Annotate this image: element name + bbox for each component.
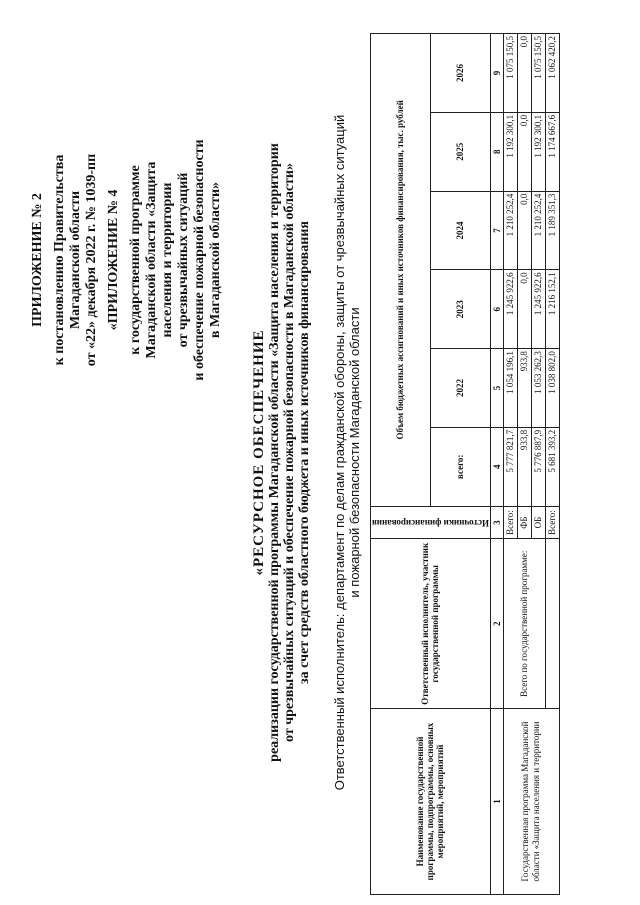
col-number-6: 6 bbox=[490, 270, 503, 349]
value-cell: 0,0 bbox=[517, 191, 531, 270]
value-cell: 1 075 150,5 bbox=[503, 34, 517, 113]
program-name-cell: Государственная программа Магаданской области «Защита населения и территории bbox=[503, 709, 559, 895]
value-cell: 933,8 bbox=[517, 349, 531, 428]
title-line-4: за счет средств областного бюджета и иных источников финансирования bbox=[297, 221, 312, 684]
title-line-2: реализации государственной программы Магаданской области «Защита населения и территории bbox=[267, 143, 282, 762]
source-cell: Всего: bbox=[503, 506, 517, 539]
value-cell: 0,0 bbox=[517, 34, 531, 113]
value-cell: 1 189 351,3 bbox=[545, 191, 559, 270]
value-cell: 1 174 667,6 bbox=[545, 112, 559, 191]
col-number-7: 7 bbox=[490, 191, 503, 270]
value-cell: 1 245 922,6 bbox=[503, 270, 517, 349]
responsible-executor bbox=[332, 0, 362, 905]
value-cell: 1 192 300,1 bbox=[531, 112, 545, 191]
header-executor: Ответственный исполнитель, участник государственной программы bbox=[371, 539, 491, 709]
value-cell: 1 192 300,1 bbox=[503, 112, 517, 191]
title-line-3: от чрезвычайных ситуаций и обеспечение пожарной безопасности в Магаданской области» bbox=[282, 163, 297, 742]
appendix-line-3: от «22» декабря 2022 г. № 1039-пп bbox=[84, 153, 99, 367]
appendix-number: ПРИЛОЖЕНИЕ № 2 bbox=[30, 193, 45, 327]
executor-line-2: и пожарной безопасности Магаданской области bbox=[347, 307, 362, 598]
value-cell: 1 245 922,6 bbox=[531, 270, 545, 349]
col-number-2: 2 bbox=[490, 539, 503, 709]
resource-table bbox=[370, 33, 560, 895]
source-cell: ОБ bbox=[531, 506, 545, 539]
executor-line-1: Ответственный исполнитель: департамент по делам гражданской обороны, защиты от чрезвычайных ситуаций bbox=[332, 114, 347, 791]
value-cell: 1 038 802,0 bbox=[545, 349, 559, 428]
value-cell: 1 054 196,1 bbox=[503, 349, 517, 428]
value-cell: 1 216 152,1 bbox=[545, 270, 559, 349]
value-cell: 1 075 150,5 bbox=[531, 34, 545, 113]
inner-appendix-line-1: к государственной программе bbox=[128, 165, 143, 355]
header-year-2023: 2023 bbox=[430, 270, 490, 349]
total-label-cell: Всего по государственной программе: bbox=[503, 539, 545, 709]
inner-appendix-number: «ПРИЛОЖЕНИЕ № 4 bbox=[106, 189, 121, 331]
value-cell: 1 062 420,2 bbox=[545, 34, 559, 113]
col-number-8: 8 bbox=[490, 112, 503, 191]
source-cell: Всего: bbox=[545, 506, 559, 539]
header-source bbox=[371, 506, 491, 539]
inner-appendix-line-6: в Магаданской области» bbox=[208, 181, 223, 339]
source-cell: ФБ bbox=[517, 506, 531, 539]
header-volume: Объем бюджетных ассигнований и иных источников финансирования, тыс. рублей bbox=[371, 34, 431, 507]
value-cell: 0,0 bbox=[517, 270, 531, 349]
executor-empty-cell bbox=[545, 539, 559, 709]
value-cell: 1 210 252,4 bbox=[531, 191, 545, 270]
value-cell: 0,0 bbox=[517, 112, 531, 191]
col-number-4: 4 bbox=[490, 427, 503, 506]
header-year-2026: 2026 bbox=[430, 34, 490, 113]
header-name: Наименование государственной программы, подпрограммы, основных мероприятий, мероприятий bbox=[371, 709, 491, 895]
inner-appendix-line-4: от чрезвычайных ситуаций bbox=[176, 172, 191, 348]
value-cell: 5 777 821,7 bbox=[503, 427, 517, 506]
header-year-2024: 2024 bbox=[430, 191, 490, 270]
value-cell: 1 053 262,3 bbox=[531, 349, 545, 428]
col-number-1: 1 bbox=[490, 709, 503, 895]
header-year-2022: 2022 bbox=[430, 349, 490, 428]
inner-appendix-line-3: населения и территории bbox=[160, 182, 175, 338]
value-cell: 933,8 bbox=[517, 427, 531, 506]
col-number-3: 3 bbox=[490, 506, 503, 539]
appendix-line-2: Магаданской области bbox=[68, 190, 83, 330]
title-line-1: «РЕСУРСНОЕ ОБЕСПЕЧЕНИЕ bbox=[251, 329, 267, 576]
appendix-block bbox=[30, 45, 224, 475]
document-title bbox=[252, 0, 312, 905]
appendix-line-1: к постановлению Правительства bbox=[52, 154, 67, 366]
col-number-5: 5 bbox=[490, 349, 503, 428]
header-year-2025: 2025 bbox=[430, 112, 490, 191]
col-number-9: 9 bbox=[490, 34, 503, 113]
value-cell: 5 681 393,2 bbox=[545, 427, 559, 506]
header-source-text: Источники финансирования bbox=[372, 517, 489, 528]
header-year-total: всего: bbox=[430, 427, 490, 506]
inner-appendix-line-2: Магаданской области «Защита bbox=[144, 161, 159, 359]
inner-appendix-line-5: и обеспечение пожарной безопасности bbox=[192, 139, 207, 381]
table-row bbox=[503, 34, 517, 895]
value-cell: 1 210 252,4 bbox=[503, 191, 517, 270]
value-cell: 5 776 887,9 bbox=[531, 427, 545, 506]
